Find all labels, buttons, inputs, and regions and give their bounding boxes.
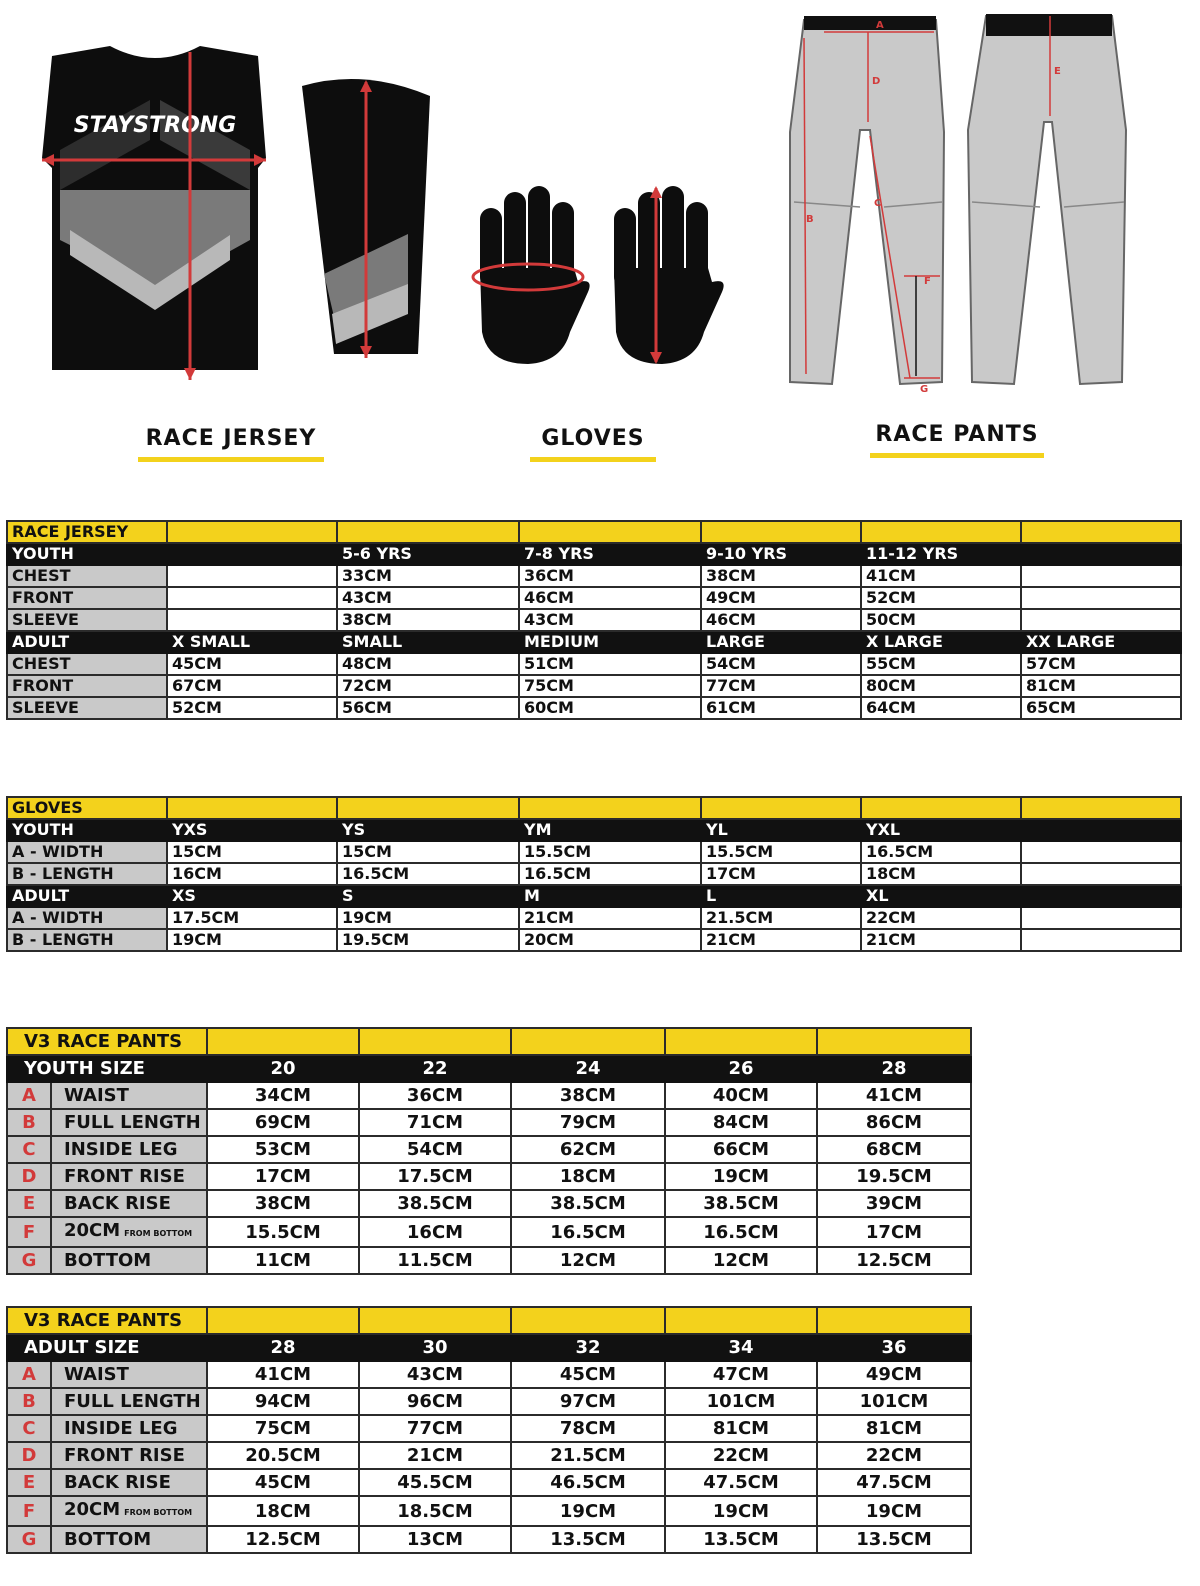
table-row [7,1217,971,1247]
value-cell: 15.5CM [519,841,701,863]
value-cell: 21CM [519,907,701,929]
value-cell: 86CM [817,1109,971,1136]
value-cell [1021,609,1181,631]
measure-letter: F [7,1217,51,1247]
value-cell: 19CM [665,1163,817,1190]
value-cell: 18CM [511,1163,665,1190]
marker-e: E [1054,66,1061,77]
adult-pants-title-row [7,1307,971,1334]
table-row [7,1526,971,1553]
jersey-adult-header [7,631,1181,653]
row-label: FRONT [7,587,167,609]
value-cell: 78CM [511,1415,665,1442]
table-row [7,841,1181,863]
size-header-cell: 32 [511,1334,665,1361]
header-cell: SMALL [337,631,519,653]
adult-pants-size-table [6,1306,972,1554]
value-cell: 47CM [665,1361,817,1388]
gloves-title-row [7,797,1181,819]
size-label: ADULT SIZE [7,1334,207,1361]
value-cell: 19CM [665,1496,817,1526]
value-cell: 18CM [207,1496,359,1526]
value-cell: 38.5CM [359,1190,511,1217]
value-cell: 52CM [861,587,1021,609]
value-cell: 67CM [167,675,337,697]
marker-c: C [874,198,882,209]
value-cell: 66CM [665,1136,817,1163]
value-cell: 22CM [817,1442,971,1469]
value-cell: 46CM [519,587,701,609]
value-cell: 15.5CM [207,1217,359,1247]
measure-letter: F [7,1496,51,1526]
header-cell: XS [167,885,337,907]
value-cell: 18.5CM [359,1496,511,1526]
size-header-cell: 20 [207,1055,359,1082]
header-cell: YXS [167,819,337,841]
marker-b: B [806,214,814,225]
value-cell: 81CM [1021,675,1181,697]
row-label-text: BOTTOM [64,1529,152,1550]
value-cell: 94CM [207,1388,359,1415]
row-label [51,1415,207,1442]
row-label [51,1361,207,1388]
value-cell: 12.5CM [817,1247,971,1274]
gloves-youth-header [7,819,1181,841]
row-label: B - LENGTH [7,863,167,885]
row-label: FRONT [7,675,167,697]
jersey-youth-header [7,543,1181,565]
measure-letter: E [7,1190,51,1217]
value-cell: 13.5CM [817,1526,971,1553]
youth-pants-size-header [7,1055,971,1082]
adult-pants-size-header [7,1334,971,1361]
value-cell: 16CM [167,863,337,885]
jersey-front-illustration [30,40,280,390]
pants-back-illustration [964,12,1134,392]
value-cell [1021,863,1181,885]
row-label-text: FRONT RISE [64,1166,185,1187]
value-cell [1021,929,1181,951]
measure-letter: B [7,1388,51,1415]
row-label [51,1217,207,1247]
value-cell: 47.5CM [665,1469,817,1496]
measure-letter: D [7,1442,51,1469]
value-cell [1021,587,1181,609]
value-cell: 96CM [359,1388,511,1415]
value-cell: 21CM [359,1442,511,1469]
value-cell: 17.5CM [167,907,337,929]
row-label-text: 20CM [64,1220,121,1241]
value-cell: 68CM [817,1136,971,1163]
value-cell [167,609,337,631]
row-label [51,1247,207,1274]
value-cell: 19.5CM [337,929,519,951]
row-label: CHEST [7,565,167,587]
gloves-table-title: GLOVES [7,797,167,819]
header-cell: L [701,885,861,907]
table-row [7,1082,971,1109]
row-label-text: WAIST [64,1364,129,1385]
value-cell: 20CM [519,929,701,951]
value-cell: 47.5CM [817,1469,971,1496]
value-cell: 17CM [701,863,861,885]
value-cell: 12.5CM [207,1526,359,1553]
value-cell: 19CM [511,1496,665,1526]
value-cell: 21CM [861,929,1021,951]
size-header-cell: 30 [359,1334,511,1361]
value-cell: 50CM [861,609,1021,631]
value-cell: 21.5CM [701,907,861,929]
value-cell: 38CM [701,565,861,587]
measure-letter: A [7,1082,51,1109]
header-cell: S [337,885,519,907]
measure-letter: G [7,1526,51,1553]
measure-letter: G [7,1247,51,1274]
jersey-logo: STAYSTRONG [73,113,237,138]
value-cell: 81CM [817,1415,971,1442]
header-cell: XX LARGE [1021,631,1181,653]
value-cell: 49CM [817,1361,971,1388]
row-label: B - LENGTH [7,929,167,951]
jersey-sleeve-illustration [298,74,438,364]
measure-letter: E [7,1469,51,1496]
header-cell: YOUTH [7,543,167,565]
value-cell: 43CM [337,587,519,609]
gloves-size-table [6,796,1182,952]
table-row [7,1442,971,1469]
value-cell: 38.5CM [511,1190,665,1217]
row-label: A - WIDTH [7,907,167,929]
youth-pants-size-table [6,1027,972,1275]
caption-gloves [530,426,656,462]
value-cell [1021,907,1181,929]
table-row [7,675,1181,697]
value-cell: 13.5CM [511,1526,665,1553]
value-cell: 79CM [511,1109,665,1136]
row-label [51,1388,207,1415]
header-cell: YOUTH [7,819,167,841]
value-cell: 12CM [665,1247,817,1274]
value-cell: 54CM [359,1136,511,1163]
table-row [7,1361,971,1388]
jersey-table-title: RACE JERSEY [7,521,167,543]
youth-pants-title-row [7,1028,971,1055]
value-cell: 45.5CM [359,1469,511,1496]
row-label [51,1109,207,1136]
value-cell: 19CM [817,1496,971,1526]
measure-letter: C [7,1136,51,1163]
caption-race-jersey-text: RACE JERSEY [145,426,317,451]
value-cell: 41CM [817,1082,971,1109]
value-cell: 16.5CM [511,1217,665,1247]
row-label-note: FROM BOTTOM [124,1508,193,1517]
value-cell: 61CM [701,697,861,719]
value-cell: 64CM [861,697,1021,719]
value-cell [167,587,337,609]
value-cell: 38CM [207,1190,359,1217]
row-label: A - WIDTH [7,841,167,863]
header-cell [167,543,337,565]
value-cell: 101CM [665,1388,817,1415]
header-cell: M [519,885,701,907]
header-cell: LARGE [701,631,861,653]
table-row [7,1496,971,1526]
value-cell: 62CM [511,1136,665,1163]
value-cell: 16.5CM [861,841,1021,863]
value-cell: 72CM [337,675,519,697]
value-cell: 75CM [519,675,701,697]
value-cell: 18CM [861,863,1021,885]
table-row [7,1190,971,1217]
value-cell: 15CM [337,841,519,863]
value-cell: 38CM [511,1082,665,1109]
value-cell: 41CM [861,565,1021,587]
header-cell: YL [701,819,861,841]
value-cell: 71CM [359,1109,511,1136]
row-label-text: 20CM [64,1499,121,1520]
value-cell: 11CM [207,1247,359,1274]
value-cell: 49CM [701,587,861,609]
size-label: YOUTH SIZE [7,1055,207,1082]
value-cell: 51CM [519,653,701,675]
value-cell: 21.5CM [511,1442,665,1469]
value-cell: 22CM [861,907,1021,929]
value-cell: 65CM [1021,697,1181,719]
value-cell: 41CM [207,1361,359,1388]
row-label-text: INSIDE LEG [64,1418,178,1439]
header-cell: ADULT [7,885,167,907]
header-cell: YS [337,819,519,841]
row-label [51,1136,207,1163]
table-row [7,1415,971,1442]
adult-pants-table-title: V3 RACE PANTS [7,1307,207,1334]
size-header-cell: 26 [665,1055,817,1082]
race-jersey-size-table [6,520,1182,720]
value-cell: 19CM [337,907,519,929]
value-cell: 17.5CM [359,1163,511,1190]
value-cell: 16.5CM [665,1217,817,1247]
header-cell: ADULT [7,631,167,653]
value-cell: 15CM [167,841,337,863]
value-cell: 46CM [701,609,861,631]
header-cell: 5-6 YRS [337,543,519,565]
table-row [7,863,1181,885]
header-cell: YXL [861,819,1021,841]
header-cell: YM [519,819,701,841]
row-label [51,1082,207,1109]
row-label [51,1526,207,1553]
header-cell: MEDIUM [519,631,701,653]
size-header-cell: 22 [359,1055,511,1082]
header-cell: 7-8 YRS [519,543,701,565]
table-row [7,929,1181,951]
caption-gloves-text: GLOVES [541,426,645,451]
value-cell: 48CM [337,653,519,675]
value-cell: 19CM [167,929,337,951]
header-cell: XL [861,885,1021,907]
size-header-cell: 28 [207,1334,359,1361]
table-row [7,1109,971,1136]
value-cell: 77CM [359,1415,511,1442]
value-cell [1021,841,1181,863]
row-label [51,1190,207,1217]
table-row [7,1247,971,1274]
pants-front-illustration [784,12,954,392]
value-cell: 56CM [337,697,519,719]
size-header-cell: 24 [511,1055,665,1082]
table-row [7,1136,971,1163]
value-cell: 16.5CM [337,863,519,885]
value-cell: 81CM [665,1415,817,1442]
value-cell [1021,565,1181,587]
value-cell: 97CM [511,1388,665,1415]
measure-letter: C [7,1415,51,1442]
table-row [7,907,1181,929]
marker-g: G [920,384,929,392]
row-label: SLEEVE [7,609,167,631]
value-cell: 57CM [1021,653,1181,675]
value-cell: 77CM [701,675,861,697]
table-row [7,565,1181,587]
value-cell: 84CM [665,1109,817,1136]
value-cell: 19.5CM [817,1163,971,1190]
value-cell: 13.5CM [665,1526,817,1553]
row-label-text: BOTTOM [64,1250,152,1271]
glove-width-illustration [466,182,596,367]
caption-race-pants-text: RACE PANTS [875,422,1039,447]
row-label [51,1442,207,1469]
caption-race-pants [870,422,1044,458]
value-cell: 55CM [861,653,1021,675]
size-header-cell: 36 [817,1334,971,1361]
table-row [7,697,1181,719]
value-cell: 22CM [665,1442,817,1469]
table-row [7,609,1181,631]
value-cell: 60CM [519,697,701,719]
measure-letter: A [7,1361,51,1388]
value-cell: 20.5CM [207,1442,359,1469]
row-label-text: FRONT RISE [64,1445,185,1466]
value-cell: 45CM [167,653,337,675]
value-cell: 16.5CM [519,863,701,885]
row-label-text: FULL LENGTH [64,1391,201,1412]
value-cell: 43CM [359,1361,511,1388]
value-cell: 36CM [519,565,701,587]
caption-race-jersey [138,426,324,462]
value-cell: 15.5CM [701,841,861,863]
value-cell: 21CM [701,929,861,951]
value-cell: 13CM [359,1526,511,1553]
value-cell: 17CM [207,1163,359,1190]
value-cell: 40CM [665,1082,817,1109]
row-label: SLEEVE [7,697,167,719]
row-label [51,1163,207,1190]
value-cell: 33CM [337,565,519,587]
table-row [7,653,1181,675]
table-row [7,1469,971,1496]
size-header-cell: 28 [817,1055,971,1082]
size-header-cell: 34 [665,1334,817,1361]
value-cell: 36CM [359,1082,511,1109]
value-cell: 46.5CM [511,1469,665,1496]
row-label-text: FULL LENGTH [64,1112,201,1133]
value-cell: 16CM [359,1217,511,1247]
value-cell: 69CM [207,1109,359,1136]
table-row [7,1163,971,1190]
header-cell: X LARGE [861,631,1021,653]
value-cell: 101CM [817,1388,971,1415]
value-cell: 43CM [519,609,701,631]
header-cell [1021,543,1181,565]
value-cell [167,565,337,587]
value-cell: 80CM [861,675,1021,697]
row-label [51,1469,207,1496]
row-label [51,1496,207,1526]
value-cell: 12CM [511,1247,665,1274]
value-cell: 11.5CM [359,1247,511,1274]
marker-a: A [876,20,884,31]
gloves-adult-header [7,885,1181,907]
value-cell: 52CM [167,697,337,719]
marker-f: F [924,276,931,287]
header-cell: 11-12 YRS [861,543,1021,565]
jersey-title-row [7,521,1181,543]
value-cell: 39CM [817,1190,971,1217]
marker-d: D [872,76,881,87]
table-row [7,587,1181,609]
row-label-text: WAIST [64,1085,129,1106]
glove-length-illustration [600,182,730,367]
value-cell: 34CM [207,1082,359,1109]
youth-pants-table-title: V3 RACE PANTS [7,1028,207,1055]
row-label: CHEST [7,653,167,675]
row-label-text: BACK RISE [64,1193,171,1214]
value-cell: 45CM [511,1361,665,1388]
value-cell: 38CM [337,609,519,631]
header-cell: 9-10 YRS [701,543,861,565]
value-cell: 17CM [817,1217,971,1247]
row-label-note: FROM BOTTOM [124,1229,193,1238]
value-cell: 75CM [207,1415,359,1442]
table-row [7,1388,971,1415]
value-cell: 38.5CM [665,1190,817,1217]
value-cell: 54CM [701,653,861,675]
value-cell: 45CM [207,1469,359,1496]
row-label-text: BACK RISE [64,1472,171,1493]
header-cell [1021,819,1181,841]
header-cell [1021,885,1181,907]
row-label-text: INSIDE LEG [64,1139,178,1160]
value-cell: 53CM [207,1136,359,1163]
measure-letter: D [7,1163,51,1190]
measure-letter: B [7,1109,51,1136]
header-cell: X SMALL [167,631,337,653]
